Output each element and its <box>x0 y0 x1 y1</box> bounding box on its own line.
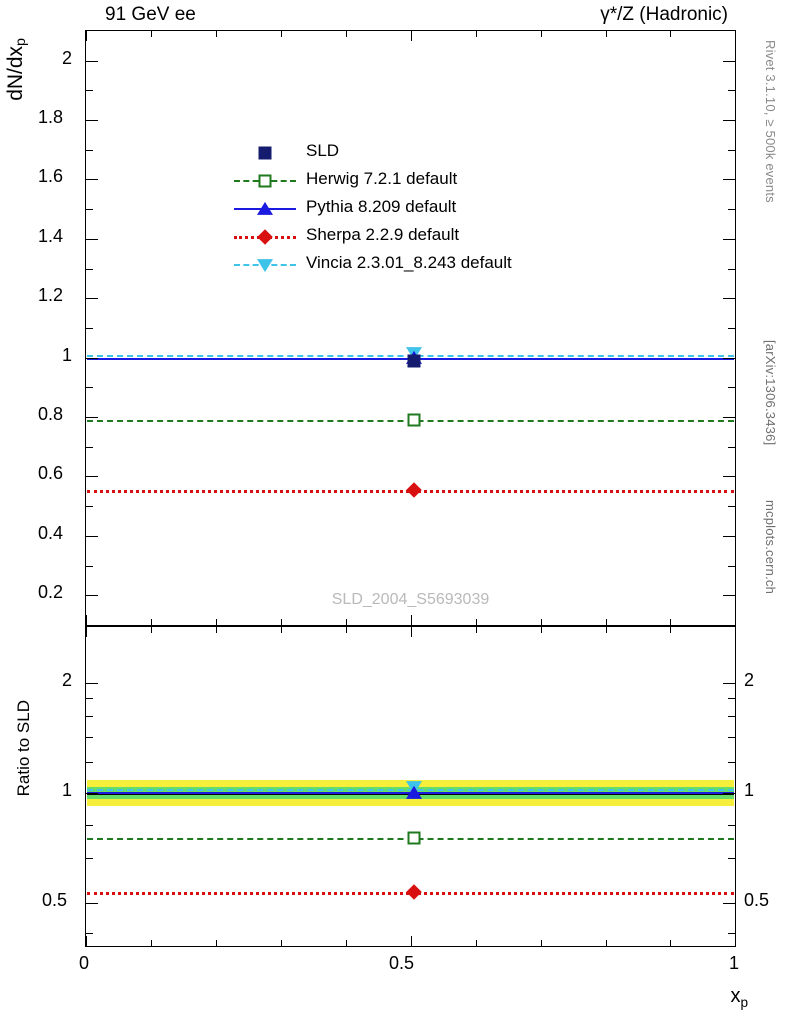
header-left-label: 91 GeV ee <box>105 4 196 25</box>
ratio-ytick-right-label-0.5: 0.5 <box>744 890 770 910</box>
ratio-ytick-right-2 <box>723 683 735 684</box>
ratio-xtick-top-minor <box>670 627 671 633</box>
ratio-ytick-0.5 <box>86 903 98 904</box>
ytick-right <box>723 476 735 477</box>
legend-label-herwig: Herwig 7.2.1 default <box>306 169 458 188</box>
ytick-label-1: 1 <box>62 345 73 365</box>
xtick-top-minor <box>216 31 217 37</box>
ytick-minor <box>86 269 93 270</box>
ratio-ytick-right-minor <box>728 762 735 763</box>
ratio-xtick-bottom-minor <box>346 940 347 946</box>
ratio-xtick-top <box>86 627 87 637</box>
ratio-ytick-2 <box>86 683 98 684</box>
ytick-right-minor <box>728 566 735 567</box>
x-axis-title-sub: p <box>740 995 748 1010</box>
ytick-right <box>723 239 735 240</box>
diamond-icon <box>257 229 273 245</box>
xtick-bottom-minor <box>151 619 152 625</box>
legend-symbol-vincia <box>234 251 296 279</box>
ytick-minor <box>86 387 93 388</box>
ratio-xtick-bottom-minor <box>606 940 607 946</box>
ratio-xtick-top-minor <box>151 627 152 633</box>
ytick-right <box>723 417 735 418</box>
xtick-top-minor <box>151 31 152 37</box>
ytick-label-0.6: 0.6 <box>38 463 64 483</box>
xtick-top <box>411 31 412 41</box>
ytick-right-minor <box>728 328 735 329</box>
ytick-0.4 <box>86 536 98 537</box>
xtick-bottom-minor <box>216 619 217 625</box>
ratio-xtick-bottom-minor <box>670 940 671 946</box>
main-plot-area <box>86 31 735 625</box>
marker-sherpa-ratio <box>406 884 422 900</box>
ytick-right-minor <box>728 209 735 210</box>
ratio-ytick-right-minor <box>728 698 735 699</box>
xtick-bottom-minor <box>670 619 671 625</box>
xtick-top-minor <box>606 31 607 37</box>
xtick-bottom <box>86 615 87 625</box>
ytick-right <box>723 298 735 299</box>
ytick-right-minor <box>728 269 735 270</box>
x-axis-title-text: x <box>730 985 741 1007</box>
ratio-ytick-right-minor <box>728 825 735 826</box>
x-axis-title <box>730 985 748 1010</box>
marker-herwig-ratio <box>408 832 421 845</box>
ratio-xtick-bottom-minor <box>541 940 542 946</box>
ratio-ytick-label-0.5: 0.5 <box>42 890 68 910</box>
xtick-top-minor <box>346 31 347 37</box>
ytick-label-1.4: 1.4 <box>38 226 64 246</box>
main-y-axis-title-text: dN/dx <box>4 45 27 101</box>
marker-sld-main <box>408 355 421 368</box>
legend-label-sld: SLD <box>306 141 340 160</box>
xtick-bottom-minor <box>476 619 477 625</box>
ratio-xtick-top-minor <box>346 627 347 633</box>
xtick-top-minor <box>476 31 477 37</box>
ytick-right-minor <box>728 387 735 388</box>
ratio-xtick-top-minor <box>281 627 282 633</box>
ratio-ytick-right-minor <box>728 716 735 717</box>
ratio-ytick-minor <box>86 737 93 738</box>
legend-symbol-pythia <box>234 195 296 223</box>
xtick-top <box>86 31 87 41</box>
xtick-label-0.5: 0.5 <box>389 953 415 973</box>
ytick-label-0.8: 0.8 <box>38 404 64 424</box>
marker-pythia-ratio <box>406 786 422 799</box>
ratio-xtick-bottom-minor <box>476 940 477 946</box>
ratio-xtick-bottom-minor <box>216 940 217 946</box>
triangle-up-icon <box>257 202 273 215</box>
ratio-xtick-bottom-minor <box>151 940 152 946</box>
ytick-label-2: 2 <box>62 48 73 68</box>
ratio-ytick-minor <box>86 825 93 826</box>
ytick-1.8 <box>86 120 98 121</box>
ytick-label-1.6: 1.6 <box>38 166 64 186</box>
main-plot-panel <box>85 30 736 626</box>
ratio-ytick-right-0.5 <box>723 903 735 904</box>
ratio-xtick-top-minor <box>606 627 607 633</box>
ratio-ytick-right-minor <box>728 737 735 738</box>
ratio-ytick-minor <box>86 933 93 934</box>
ratio-ytick-minor <box>86 698 93 699</box>
ytick-minor <box>86 506 93 507</box>
ratio-ytick-minor <box>86 858 93 859</box>
ytick-0.6 <box>86 476 98 477</box>
xtick-bottom-minor <box>281 619 282 625</box>
rivet-caption: Rivet 3.1.10, ≥ 500k events <box>763 40 778 203</box>
ytick-1.6 <box>86 179 98 180</box>
legend-label-pythia: Pythia 8.209 default <box>306 197 457 216</box>
ytick-1.4 <box>86 239 98 240</box>
ratio-plot-panel <box>85 626 736 947</box>
marker-sherpa-main <box>406 482 422 498</box>
ratio-ytick-label-1: 1 <box>62 780 73 800</box>
ratio-ytick-minor <box>86 716 93 717</box>
ytick-right <box>723 358 735 359</box>
xtick-top-minor <box>670 31 671 37</box>
ratio-plot-area <box>86 627 735 946</box>
xtick-bottom-minor <box>541 619 542 625</box>
ytick-right-minor <box>728 90 735 91</box>
xtick-bottom-minor <box>346 619 347 625</box>
ytick-minor <box>86 566 93 567</box>
ytick-0.8 <box>86 417 98 418</box>
ratio-xtick-top-minor <box>541 627 542 633</box>
analysis-watermark: SLD_2004_S5693039 <box>331 591 490 608</box>
ratio-xtick-top-minor <box>476 627 477 633</box>
ratio-ytick-minor <box>86 762 93 763</box>
ytick-0.2 <box>86 595 98 596</box>
ytick-1 <box>86 358 98 359</box>
ratio-ytick-right-label-1: 1 <box>744 780 755 800</box>
ratio-ytick-right-minor <box>728 933 735 934</box>
main-y-axis-title <box>4 38 29 101</box>
legend-label-sherpa: Sherpa 2.2.9 default <box>306 225 460 244</box>
ytick-label-1.2: 1.2 <box>38 285 64 305</box>
ytick-right <box>723 120 735 121</box>
ytick-right-minor <box>728 506 735 507</box>
ytick-right <box>723 536 735 537</box>
arxiv-caption: [arXiv:1306.3436] <box>763 340 778 446</box>
ytick-right <box>723 61 735 62</box>
ratio-ytick-label-2: 2 <box>62 670 73 690</box>
ratio-y-axis-title: Ratio to SLD <box>14 700 33 797</box>
ytick-right <box>723 179 735 180</box>
ytick-minor <box>86 209 93 210</box>
xtick-top-minor <box>541 31 542 37</box>
ratio-ytick-1 <box>86 793 98 794</box>
xtick-top-minor <box>281 31 282 37</box>
main-y-axis-title-sub: p <box>13 38 30 46</box>
ytick-2 <box>86 61 98 62</box>
ytick-right-minor <box>728 447 735 448</box>
square-open-icon <box>259 175 272 188</box>
ytick-label-0.2: 0.2 <box>38 582 64 602</box>
header-right-label: γ*/Z (Hadronic) <box>600 4 728 25</box>
marker-herwig-main <box>408 414 421 427</box>
square-icon <box>259 147 272 160</box>
ytick-label-1.8: 1.8 <box>38 107 64 127</box>
ytick-minor <box>86 447 93 448</box>
ratio-xtick-bottom <box>86 936 87 946</box>
xtick-bottom-minor <box>606 619 607 625</box>
ratio-xtick-bottom <box>411 936 412 946</box>
ratio-xtick-bottom-minor <box>281 940 282 946</box>
xtick-label-1: 1 <box>729 953 740 973</box>
ratio-ytick-right-label-2: 2 <box>744 670 755 690</box>
ytick-1.2 <box>86 298 98 299</box>
ytick-minor <box>86 90 93 91</box>
mcplots-caption: mcplots.cern.ch <box>763 500 778 595</box>
ratio-ytick-right-1 <box>723 793 735 794</box>
xtick-bottom <box>411 615 412 625</box>
legend-label-vincia: Vincia 2.3.01_8.243 default <box>306 253 512 272</box>
legend-symbol-sherpa <box>234 223 296 251</box>
legend-symbol-herwig <box>234 167 296 195</box>
ytick-right-minor <box>728 150 735 151</box>
ratio-xtick-top <box>411 627 412 637</box>
ratio-ytick-right-minor <box>728 858 735 859</box>
ytick-right <box>723 595 735 596</box>
ytick-label-0.4: 0.4 <box>38 523 64 543</box>
triangle-down-icon <box>257 259 273 272</box>
xtick-label-0: 0 <box>79 953 90 973</box>
ytick-minor <box>86 328 93 329</box>
ytick-minor <box>86 150 93 151</box>
legend-symbol-sld <box>234 139 296 167</box>
ratio-xtick-top-minor <box>216 627 217 633</box>
